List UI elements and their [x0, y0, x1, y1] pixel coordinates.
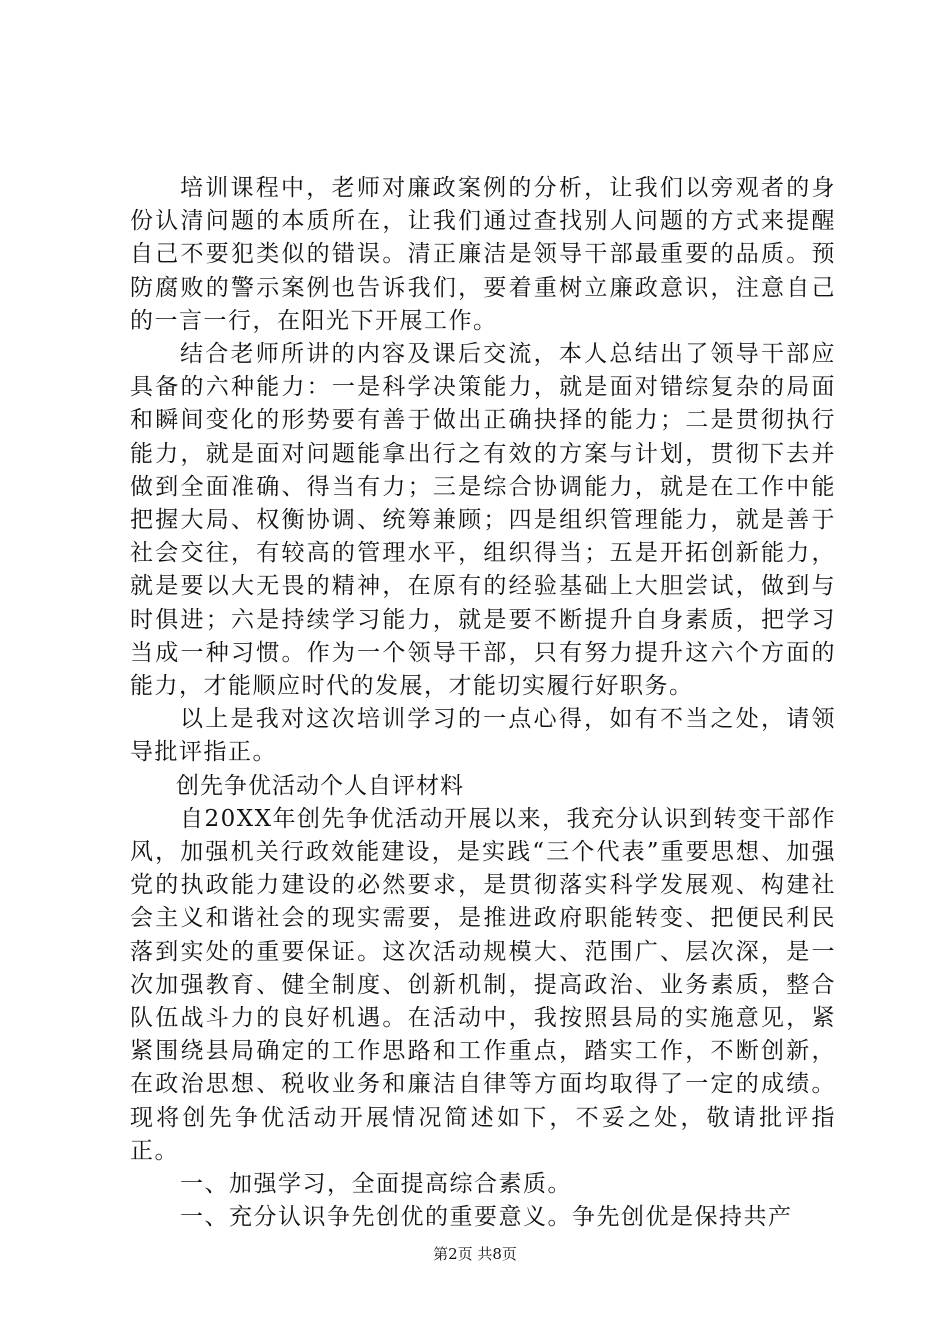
paragraph-six-abilities: 结合老师所讲的内容及课后交流，本人总结出了领导干部应具备的六种能力：一是科学决策能力，就是面对错综复杂的局面和瞬间变化的形势要有善于做出正确抉择的能力；二是贯彻执行能力，就是面对问题能拿出行之有效的方案与计划，贯彻下去并做到全面准确、得当有力；三是综合协调能力，就是在工作中能把握大局、权衡协调、统筹兼顾；四是组织管理能力，就是善于社会交往，有较高的管理水平，组织得当；五是开拓创新能力，就是要以大无畏的精神，在原有的经验基础上大胆尝试，做到与时俱进；六是持续学习能力，就是要不断提升自身素质，把学习当成一种习惯。作为一个领导干部，只有努力提升这六个方面的能力，才能顺应时代的发展，才能切实履行好职务。 [130, 341, 836, 700]
section-title: 创先争优活动个人自评材料 [176, 772, 464, 799]
paragraph-self-evaluation: 自20XX年创先争优活动开展以来，我充分认识到转变干部作风，加强机关行政效能建设，是实践“三个代表”重要思想、加强党的执政能力建设的必然要求，是贯彻落实科学发展观、构建社会主义和谐社会的现实需要，是推进政府职能转变、把便民利民落到实处的重要保证。这次活动规模大、范围广、层次深，是一次加强教育、健全制度、创新机制，提高政治、业务素质，整合队伍战斗力的良好机遇。在活动中，我按照县局的实施意见，紧紧围绕县局确定的工作思路和工作重点，踏实工作，不断创新，在政治思想、税收业务和廉洁自律等方面均取得了一定的成绩。现将创先争优活动开展情况简述如下，不妥之处，敬请批评指正。 [130, 805, 837, 1164]
paragraph-closing-remark: 以上是我对这次培训学习的一点心得，如有不当之处，请领导批评指正。 [130, 706, 836, 766]
document-body [130, 172, 836, 1235]
page-number-footer: 第2页 共8页 [433, 1245, 517, 1263]
heading-study: 一、加强学习，全面提高综合素质。 [180, 1171, 572, 1198]
paragraph-training-reflection: 培训课程中，老师对廉政案例的分析，让我们以旁观者的身份认清问题的本质所在，让我们通过查找别人问题的方式来提醒自己不要犯类似的错误。清正廉洁是领导干部最重要的品质。预防腐败的警示案例也告诉我们，要着重树立廉政意识，注意自己的一言一行，在阳光下开展工作。 [130, 175, 836, 334]
paragraph-significance: 一、充分认识争先创优的重要意义。争先创优是保持共产 [180, 1204, 793, 1231]
